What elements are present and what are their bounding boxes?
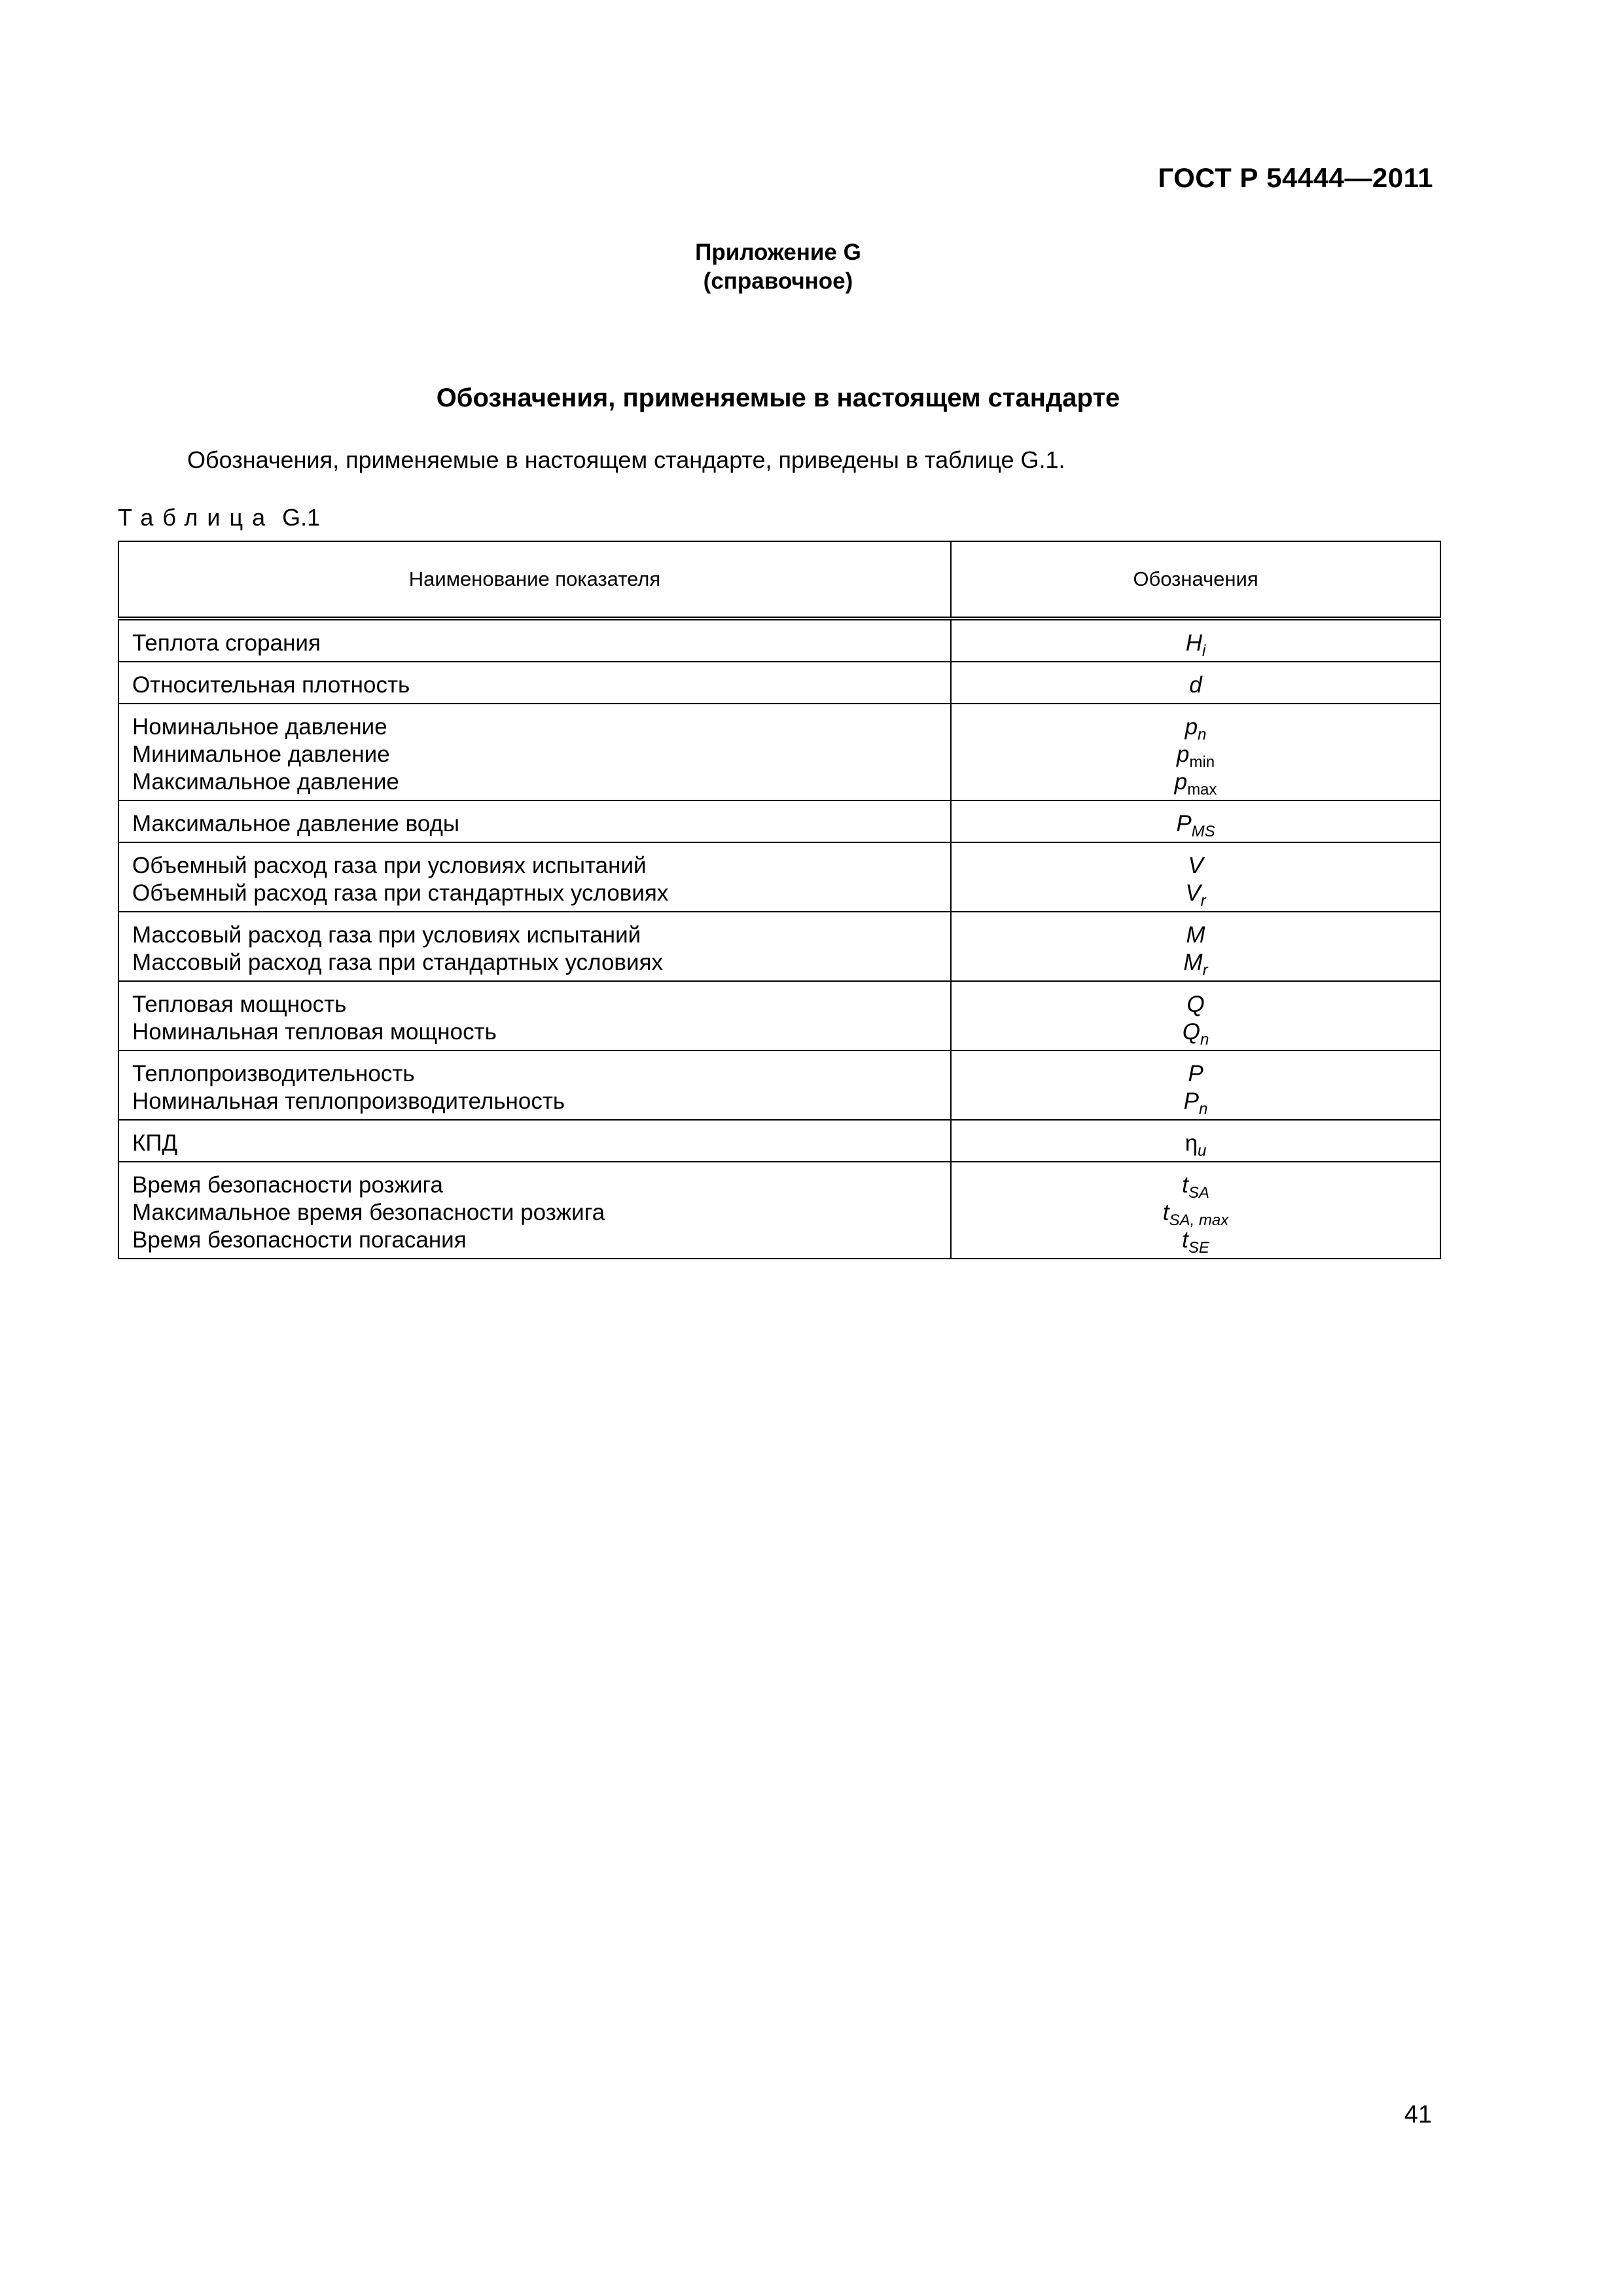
symbol bbox=[952, 630, 1440, 660]
symbol bbox=[952, 1088, 1440, 1118]
symbol-subscript: SA, max bbox=[1169, 1211, 1229, 1229]
symbol-base: V bbox=[1188, 853, 1204, 878]
symbol-base: P bbox=[1188, 1061, 1204, 1086]
symbol-cell bbox=[951, 619, 1440, 662]
table-row bbox=[118, 662, 1440, 704]
symbol-cell bbox=[951, 1050, 1440, 1120]
indicator-name-cell bbox=[118, 981, 951, 1050]
indicator-name-cell bbox=[118, 662, 951, 704]
indicator-name-cell bbox=[118, 842, 951, 912]
symbol-base: p bbox=[1176, 742, 1190, 767]
symbol-base: t bbox=[1182, 1172, 1188, 1198]
symbol-cell bbox=[951, 912, 1440, 981]
symbol bbox=[952, 810, 1440, 838]
symbol-subscript: i bbox=[1202, 642, 1206, 660]
indicator-name: Номинальная тепловая мощность bbox=[132, 1019, 497, 1045]
symbol bbox=[952, 991, 1440, 1018]
indicator-name: Время безопасности погасания bbox=[132, 1227, 467, 1253]
indicator-name: Максимальное время безопасности розжига bbox=[132, 1200, 605, 1225]
symbol-base: η bbox=[1185, 1130, 1198, 1156]
indicator-name-cell bbox=[118, 704, 951, 800]
symbol-subscript: r bbox=[1200, 892, 1206, 910]
table-row bbox=[118, 1162, 1440, 1259]
symbol-cell bbox=[951, 704, 1440, 800]
symbol-base: V bbox=[1185, 880, 1201, 906]
indicator-name: Номинальная теплопроизводительность bbox=[132, 1088, 565, 1114]
page-number: 41 bbox=[1404, 2101, 1432, 2128]
indicator-name-cell bbox=[118, 619, 951, 662]
indicator-name: Теплота сгорания bbox=[132, 630, 321, 656]
table-row bbox=[118, 981, 1440, 1050]
indicator-name: Относительная плотность bbox=[132, 672, 410, 698]
indicator-name: Объемный расход газа при стандартных условиях bbox=[132, 880, 669, 906]
symbol bbox=[952, 922, 1440, 949]
symbol-base: M bbox=[1186, 922, 1205, 948]
table-row bbox=[118, 1050, 1440, 1120]
indicator-name-cell bbox=[118, 1162, 951, 1259]
symbol-subscript: n bbox=[1199, 1100, 1208, 1118]
table-body bbox=[118, 619, 1440, 1259]
symbol-cell bbox=[951, 662, 1440, 704]
table-row bbox=[118, 842, 1440, 912]
indicator-name: Номинальное давление bbox=[132, 714, 387, 740]
indicator-name: Максимальное давление bbox=[132, 769, 399, 795]
header-name-column: Наименование показателя bbox=[118, 541, 951, 619]
table-row bbox=[118, 1120, 1440, 1162]
table-caption-number: G.1 bbox=[282, 504, 321, 531]
indicator-name: Массовый расход газа при условиях испытаний bbox=[132, 922, 641, 948]
symbol-cell bbox=[951, 842, 1440, 912]
symbol-base: Q bbox=[1186, 992, 1205, 1017]
symbol bbox=[952, 768, 1440, 796]
symbol-subscript: n bbox=[1200, 1031, 1209, 1049]
symbol-cell bbox=[951, 981, 1440, 1050]
indicator-name: Теплопроизводительность bbox=[132, 1061, 415, 1086]
symbol-base: H bbox=[1185, 630, 1202, 656]
symbol-cell bbox=[951, 1120, 1440, 1162]
symbol-base: P bbox=[1176, 811, 1192, 836]
symbol bbox=[952, 1130, 1440, 1160]
indicator-name-cell bbox=[118, 1050, 951, 1120]
symbol-subscript: min bbox=[1189, 753, 1215, 771]
table-row bbox=[118, 912, 1440, 981]
symbol-base: M bbox=[1183, 950, 1203, 975]
symbol bbox=[952, 713, 1440, 744]
indicator-name: Массовый расход газа при стандартных условиях bbox=[132, 950, 664, 975]
symbol-base: t bbox=[1182, 1227, 1188, 1253]
symbol bbox=[952, 1018, 1440, 1049]
symbol-subscript: SA bbox=[1188, 1184, 1209, 1202]
symbol-base: p bbox=[1185, 714, 1198, 740]
table-row bbox=[118, 800, 1440, 842]
symbol bbox=[952, 1060, 1440, 1088]
symbol bbox=[952, 672, 1440, 699]
indicator-name: Минимальное давление bbox=[132, 742, 390, 767]
symbol-subscript: MS bbox=[1191, 823, 1215, 840]
symbol-cell bbox=[951, 1162, 1440, 1259]
indicator-name-cell bbox=[118, 1120, 951, 1162]
appendix-type: (справочное) bbox=[703, 268, 853, 294]
table-row bbox=[118, 704, 1440, 800]
indicator-name: Время безопасности розжига bbox=[132, 1172, 444, 1198]
appendix-title: Приложение G bbox=[695, 240, 861, 265]
symbol-subscript: r bbox=[1202, 961, 1208, 979]
symbol-base: P bbox=[1183, 1088, 1199, 1114]
indicator-name: КПД bbox=[132, 1130, 178, 1156]
appendix-heading bbox=[0, 238, 1556, 296]
table-caption-word: Таблица bbox=[118, 504, 275, 531]
symbol-base: d bbox=[1189, 672, 1202, 698]
symbol-cell bbox=[951, 800, 1440, 842]
indicator-name: Тепловая мощность bbox=[132, 992, 347, 1017]
table-header-row bbox=[118, 541, 1440, 619]
symbol-subscript: SE bbox=[1188, 1239, 1209, 1257]
indicator-name: Объемный расход газа при условиях испытаний bbox=[132, 853, 647, 878]
symbol bbox=[952, 1227, 1440, 1257]
symbol bbox=[952, 1172, 1440, 1202]
symbol-subscript: n bbox=[1198, 726, 1207, 744]
symbols-table bbox=[118, 541, 1441, 1259]
symbol-subscript: max bbox=[1187, 781, 1217, 798]
symbol-base: t bbox=[1162, 1200, 1169, 1225]
intro-paragraph: Обозначения, применяемые в настоящем стандарте, приведены в таблице G.1. bbox=[187, 446, 1065, 473]
header-symbol-column: Обозначения bbox=[951, 541, 1440, 619]
symbol bbox=[952, 741, 1440, 771]
indicator-name-cell bbox=[118, 912, 951, 981]
symbol bbox=[952, 949, 1440, 977]
symbol-base: p bbox=[1174, 769, 1188, 795]
symbol bbox=[952, 1199, 1440, 1227]
symbol bbox=[952, 880, 1440, 910]
document-code: ГОСТ Р 54444—2011 bbox=[1158, 162, 1433, 193]
section-title: Обозначения, применяемые в настоящем стандарте bbox=[436, 384, 1120, 412]
table-row bbox=[118, 619, 1440, 662]
symbol-base: Q bbox=[1182, 1019, 1200, 1045]
symbol-subscript: u bbox=[1198, 1142, 1207, 1160]
indicator-name-cell bbox=[118, 800, 951, 842]
table-caption bbox=[118, 504, 320, 531]
symbol bbox=[952, 852, 1440, 880]
indicator-name: Максимальное давление воды bbox=[132, 811, 460, 836]
